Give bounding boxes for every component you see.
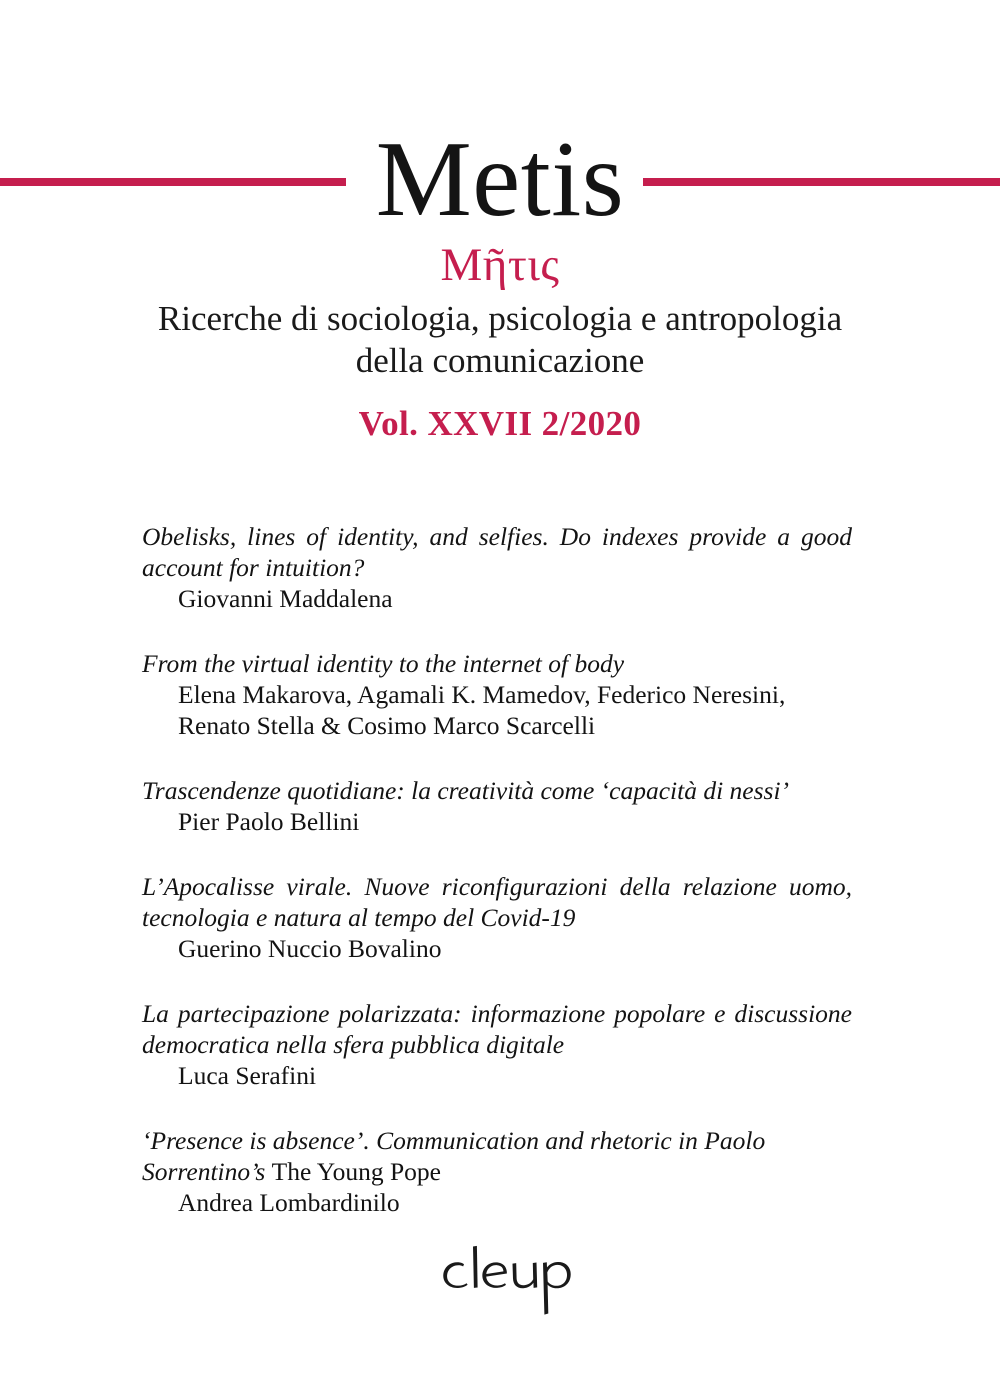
subtitle-line-1: Ricerche di sociologia, psicologia e antropologia — [157, 299, 843, 338]
journal-subtitle — [0, 298, 1000, 382]
toc-entry — [142, 998, 852, 1091]
toc-entry — [142, 1125, 852, 1218]
article-authors — [142, 1187, 852, 1218]
article-title: From the virtual identity to the internet of body — [142, 649, 625, 678]
article-authors — [142, 583, 852, 614]
article-authors — [142, 806, 852, 837]
toc-entry — [142, 871, 852, 964]
author-line: Renato Stella & Cosimo Marco Scarcelli — [178, 711, 596, 740]
author-line: Giovanni Maddalena — [178, 584, 393, 613]
author-line: Guerino Nuccio Bovalino — [178, 934, 442, 963]
author-line: Elena Makarova, Agamali K. Mamedov, Federico Neresini, — [178, 680, 786, 709]
article-title: Obelisks, lines of identity, and selfies. Do indexes provide a good account for intuition? — [142, 522, 852, 582]
article-authors — [142, 933, 852, 964]
article-authors — [142, 679, 852, 741]
article-authors — [142, 1060, 852, 1091]
table-of-contents — [142, 521, 852, 1218]
article-title-work: The Young Pope — [271, 1157, 441, 1186]
article-title: L’Apocalisse virale. Nuove riconfigurazioni della relazione uomo, tecnologia e natura al tempo del Covid-19 — [142, 872, 852, 932]
masthead — [0, 120, 1000, 239]
subtitle-line-2: della comunicazione — [355, 341, 645, 380]
author-line: Luca Serafini — [178, 1061, 317, 1090]
article-title: La partecipazione polarizzata: informazione popolare e discussione democratica nella sfera pubblica digitale — [142, 999, 852, 1059]
article-title: Trascendenze quotidiane: la creatività come ‘capacità di nessi’ — [142, 776, 790, 805]
journal-wordmark: Metis — [375, 120, 625, 239]
article-title-italic: ‘Presence is absence’. Communication and rhetoric in Paolo Sorrentino’s — [142, 1126, 766, 1186]
toc-entry — [142, 648, 852, 741]
cleup-logo — [437, 1240, 577, 1320]
greek-title: Μῆτις — [440, 239, 560, 291]
author-line: Pier Paolo Bellini — [178, 807, 360, 836]
volume-issue: Vol. XXVII 2/2020 — [358, 404, 642, 443]
toc-entry — [142, 521, 852, 614]
article-title — [142, 1125, 852, 1187]
author-line: Andrea Lombardinilo — [178, 1188, 400, 1217]
toc-entry — [142, 775, 852, 837]
